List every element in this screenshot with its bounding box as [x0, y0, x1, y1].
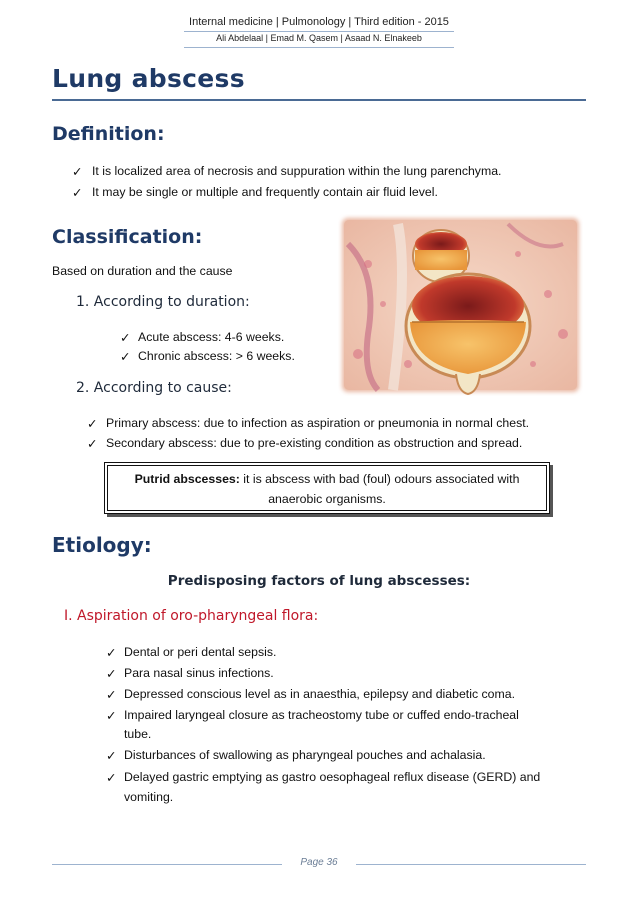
checkmark-icon: ✓ [87, 437, 98, 451]
putrid-abscess-note [104, 462, 550, 514]
putrid-term: Putrid abscesses: [134, 472, 240, 486]
classification-heading: Classification: [52, 226, 203, 248]
definition-heading: Definition: [52, 123, 165, 145]
etiology-item: Para nasal sinus infections. [124, 666, 274, 680]
lung-abscess-illustration-icon [338, 214, 583, 396]
page-title: Lung abscess [52, 64, 245, 93]
cause-item: Primary abscess: due to infection as aspiration or pneumonia in normal chest. [106, 416, 530, 430]
running-header-authors: Ali Abdelaal | Emad M. Qasem | Asaad N. Elnakeeb [216, 33, 422, 43]
running-header-title: Internal medicine | Pulmonology | Third edition - 2015 [189, 16, 449, 28]
cause-item: Secondary abscess: due to pre-existing condition as obstruction and spread. [106, 436, 523, 450]
classification-intro: Based on duration and the cause [52, 264, 233, 278]
checkmark-icon: ✓ [72, 165, 83, 179]
checkmark-icon: ✓ [106, 749, 117, 763]
title-underline [52, 99, 586, 101]
checkmark-icon: ✓ [87, 417, 98, 431]
etiology-item: Depressed conscious level as in anaesthia, epilepsy and diabetic coma. [124, 687, 515, 701]
etiology-item: Impaired laryngeal closure as tracheostomy tube or cuffed endo-tracheal [124, 708, 519, 722]
etiology-item-cont: vomiting. [124, 790, 174, 804]
header-divider [184, 31, 454, 32]
predisposing-heading: Predisposing factors of lung abscesses: [167, 573, 471, 589]
checkmark-icon: ✓ [120, 350, 131, 364]
duration-item: Acute abscess: 4-6 weeks. [138, 330, 285, 344]
checkmark-icon: ✓ [106, 688, 117, 702]
definition-item: It is localized area of necrosis and suppuration within the lung parenchyma. [92, 164, 502, 178]
checkmark-icon: ✓ [106, 771, 117, 785]
etiology-item: Dental or peri dental sepsis. [124, 645, 277, 659]
etiology-heading: Etiology: [52, 533, 152, 557]
putrid-definition-cont: anaerobic organisms. [268, 492, 386, 506]
page-number: Page 36 [300, 857, 338, 868]
etiology-item: Delayed gastric emptying as gastro oesophageal reflux disease (GERD) and [124, 770, 541, 784]
checkmark-icon: ✓ [106, 709, 117, 723]
definition-item: It may be single or multiple and frequently contain air fluid level. [92, 185, 438, 199]
cause-label: 2. According to cause: [76, 380, 232, 396]
aspiration-heading: I. Aspiration of oro-pharyngeal flora: [64, 608, 319, 624]
etiology-item-cont: tube. [124, 727, 152, 741]
checkmark-icon: ✓ [106, 667, 117, 681]
duration-item: Chronic abscess: > 6 weeks. [138, 349, 295, 363]
checkmark-icon: ✓ [106, 646, 117, 660]
checkmark-icon: ✓ [120, 331, 131, 345]
duration-label: 1. According to duration: [76, 294, 250, 310]
checkmark-icon: ✓ [72, 186, 83, 200]
header-divider [184, 47, 454, 48]
putrid-definition: it is abscess with bad (foul) odours associated with [239, 472, 520, 486]
etiology-item: Disturbances of swallowing as pharyngeal pouches and achalasia. [124, 748, 486, 762]
